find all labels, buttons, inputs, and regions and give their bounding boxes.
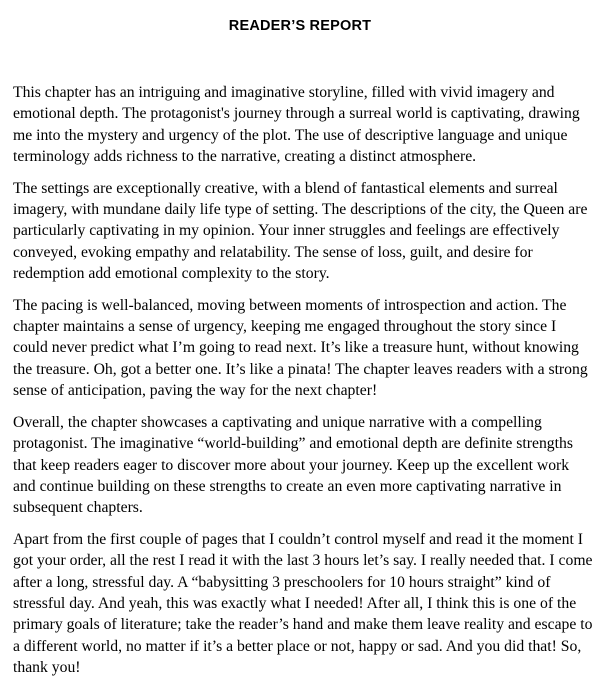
paragraph-personal-note: Apart from the first couple of pages that I couldn’t control myself and read it the moment I got your order, all the rest I read it with the last 3 hours let’s say. I really needed that. I come after a long, stressful day. A “babysitting 3 preschoolers for 10 hours straight” kind of stressful day. And yeah, this was exactly what I needed! After all, I think this is one of the primary goals of literature; take the reader’s hand and make them leave reality and escape to a different world, no matter if it’s a better place or not, happy or sad. And you did that! So, thank you! xyxy=(13,530,593,677)
paragraph-settings: The settings are exceptionally creative, with a blend of fantastical elements and surreal imagery, with mundane daily life type of setting. The descriptions of the city, the Queen are particularly captivating in my opinion. Your inner struggles and feelings are effectively conveyed, evoking empathy and relatability. The sense of loss, guilt, and desire for redemption add emotional complexity to the story. xyxy=(13,179,588,283)
paragraph-storyline: This chapter has an intriguing and imaginative storyline, filled with vivid imagery and emotional depth. The protagonist's journey through a surreal world is captivating, drawing me into the mystery and urgency of the plot. The use of descriptive language and unique terminology adds richness to the narrative, creating a distinct atmosphere. xyxy=(13,84,580,166)
report-body xyxy=(13,82,593,689)
report-title: READER’S REPORT xyxy=(228,18,372,34)
paragraph-pacing: The pacing is well-balanced, moving between moments of introspection and action. The chapter maintains a sense of urgency, keeping me engaged throughout the story since I could never predict what I’m going to read next. It’s like a treasure hunt, without knowing the treasure. Oh, got a better one. It’s like a pinata! The chapter leaves readers with a strong sense of anticipation, paving the way for the next chapter! xyxy=(13,296,588,400)
paragraph-overall: Overall, the chapter showcases a captivating and unique narrative with a compelling protagonist. The imaginative “world-building” and emotional depth are definite strengths that keep readers eager to discover more about your journey. Keep up the excellent work and continue building on these strengths to create an even more captivating narrative in subsequent chapters. xyxy=(13,413,573,517)
